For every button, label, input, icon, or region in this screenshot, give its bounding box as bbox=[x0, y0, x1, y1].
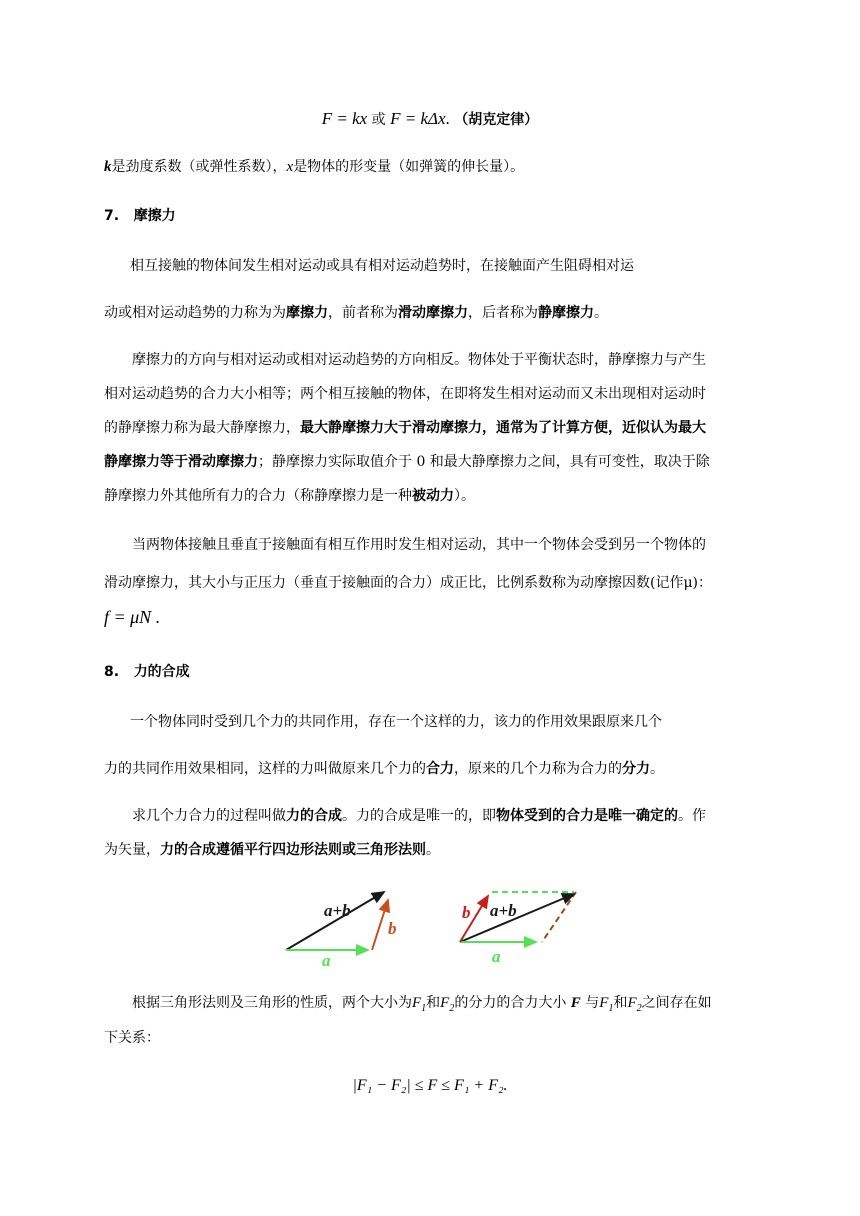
p7b-text-4b: ；静摩擦力实际取值介于 0 和最大静摩擦力之间，具有可变性，取决于除 bbox=[258, 454, 710, 470]
hooke-or: 或 bbox=[371, 112, 386, 128]
section-7-heading bbox=[104, 206, 176, 226]
p8a-line-1: 一个物体同时受到几个力的共同作用，存在一个这样的力，该力的作用效果跟原来几个 bbox=[130, 714, 662, 730]
term-component-force: 分力 bbox=[622, 761, 650, 777]
section-8-title: 力的合成 bbox=[133, 664, 190, 680]
hooke-note-text-2: 是物体的形变量（如弹簧的伸长量）。 bbox=[293, 159, 525, 175]
p8b-text-1b: 。力的合成是唯一的，即 bbox=[342, 808, 496, 824]
p8c-and-1: 和 bbox=[426, 995, 441, 1011]
hooke-formula-2: F = kΔx bbox=[390, 109, 446, 128]
vector-sum-arrow-right bbox=[460, 894, 574, 942]
p8b-text-1c: 。作 bbox=[678, 808, 706, 824]
p8b-text-1a: 求几个力合力的过程叫做 bbox=[132, 808, 286, 824]
label-b-right: b bbox=[462, 903, 471, 922]
p8c-line-2: 下关系： bbox=[104, 1030, 160, 1046]
parallelogram-rule-diagram bbox=[460, 892, 576, 966]
p8b-text-2a: 为矢量， bbox=[104, 842, 160, 858]
p7c-line-2: 滑动摩擦力，其大小与正压力（垂直于接触面的合力）成正比，比例系数称为动摩擦因数(记作μ)： bbox=[104, 575, 713, 591]
p7c-line-1: 当两物体接触且垂直于接触面有相互作用时发生相对运动，其中一个物体会受到另一个物体的 bbox=[132, 537, 706, 553]
p8b-line-1 bbox=[132, 806, 706, 826]
p7a-line-2 bbox=[104, 303, 608, 323]
p8a-line-2 bbox=[104, 759, 664, 779]
p8a-text-b: ，原来的几个力称为合力的 bbox=[454, 761, 622, 777]
friction-formula: f = μN . bbox=[104, 607, 161, 627]
term-friction: 摩擦力 bbox=[286, 305, 328, 321]
hooke-dot: . bbox=[445, 109, 450, 128]
hooke-label: （胡克定律） bbox=[454, 112, 539, 128]
p7b-bold-4a: 静摩擦力等于滑动摩擦力 bbox=[104, 454, 258, 470]
p7a-text-b: ，前者称为 bbox=[328, 305, 398, 321]
p8c-line-1 bbox=[132, 993, 712, 1019]
F2-symbol: $F_2$ bbox=[440, 995, 455, 1014]
p7b-bold-3b: 最大静摩擦力大于滑动摩擦力，通常为了计算方便，近似认为最大 bbox=[300, 420, 706, 436]
p8c-text-1b: 的分力的合力大小 bbox=[454, 995, 567, 1011]
x-symbol: x bbox=[286, 159, 294, 175]
p7b-text-5c: ）。 bbox=[454, 488, 475, 504]
triangle-rule-diagram bbox=[286, 892, 397, 970]
p7a-text-c: ，后者称为 bbox=[468, 305, 538, 321]
p8c-text-1d: 之间存在如 bbox=[641, 995, 712, 1011]
F1-symbol-2: $F_1$ bbox=[599, 995, 614, 1014]
p8c-and-2: 和 bbox=[613, 995, 628, 1011]
p8b-bold-law: 力的合成遵循平行四边形法则或三角形法则 bbox=[160, 842, 426, 858]
section-7-title: 摩擦力 bbox=[133, 208, 176, 224]
p7b-line-5 bbox=[104, 486, 475, 506]
p7b-text-5a: 静摩擦力外其他所有力的合力（称静摩擦力是一种 bbox=[104, 488, 412, 504]
label-b-left: b bbox=[388, 919, 397, 938]
k-symbol: k bbox=[104, 159, 112, 175]
p7b-line-4 bbox=[104, 452, 710, 472]
label-a-left: a bbox=[322, 951, 331, 970]
p7b-line-3 bbox=[104, 418, 706, 438]
F-symbol: F bbox=[570, 995, 581, 1011]
label-sum-right: a+b bbox=[490, 901, 517, 920]
p7a-text-d: 。 bbox=[594, 305, 608, 321]
p8b-text-2b: 。 bbox=[426, 842, 440, 858]
hooke-note bbox=[104, 157, 524, 177]
term-static-friction: 静摩擦力 bbox=[538, 305, 594, 321]
vector-b-arrow-left bbox=[372, 900, 388, 950]
p8b-bold-unique: 物体受到的合力是唯一确定的 bbox=[496, 808, 678, 824]
hooke-formula-1: F = kx bbox=[321, 109, 368, 128]
F2-symbol-2: $F_2$ bbox=[627, 995, 642, 1014]
term-sliding-friction: 滑动摩擦力 bbox=[398, 305, 468, 321]
term-passive-force: 被动力 bbox=[412, 488, 454, 504]
p8a-text-c: 。 bbox=[650, 761, 664, 777]
section-7-number: 7. bbox=[104, 208, 120, 224]
p7b-line-1: 摩擦力的方向与相对运动或相对运动趋势的方向相反。物体处于平衡状态时，静摩擦力与产生 bbox=[132, 352, 706, 368]
p7a-text-a: 动或相对运动趋势的力称为为 bbox=[104, 305, 286, 321]
hooke-note-text-1: 是劲度系数（或弹性系数）， bbox=[111, 159, 287, 175]
p8c-text-1c: 与 bbox=[585, 995, 600, 1011]
section-8-number: 8. bbox=[104, 664, 120, 680]
p7a-line-1: 相互接触的物体间发生相对运动或具有相对运动趋势时，在接触面产生阻碍相对运 bbox=[130, 258, 634, 274]
term-force-composition: 力的合成 bbox=[286, 808, 342, 824]
p8a-text-a: 力的共同作用效果相同，这样的力叫做原来几个力的 bbox=[104, 761, 426, 777]
label-a-right: a bbox=[492, 947, 501, 966]
p8b-line-2 bbox=[104, 840, 440, 860]
p7b-line-2: 相对运动趋势的合力大小相等；两个相互接触的物体，在即将发生相对运动而又未出现相对运动时 bbox=[104, 386, 706, 402]
F1-symbol: $F_1$ bbox=[412, 995, 427, 1014]
section-8-heading bbox=[104, 662, 190, 682]
hooke-formula bbox=[0, 109, 860, 130]
force-inequality: |F₁ − F₂| ≤ F ≤ F₁ + F₂. bbox=[352, 1077, 508, 1094]
p7b-text-3a: 的静摩擦力称为最大静摩擦力， bbox=[104, 420, 300, 436]
label-sum-left: a+b bbox=[324, 901, 351, 920]
vector-addition-figure bbox=[280, 888, 600, 970]
p8c-text-1a: 根据三角形法则及三角形的性质，两个大小为 bbox=[132, 995, 412, 1011]
term-resultant-force: 合力 bbox=[426, 761, 454, 777]
